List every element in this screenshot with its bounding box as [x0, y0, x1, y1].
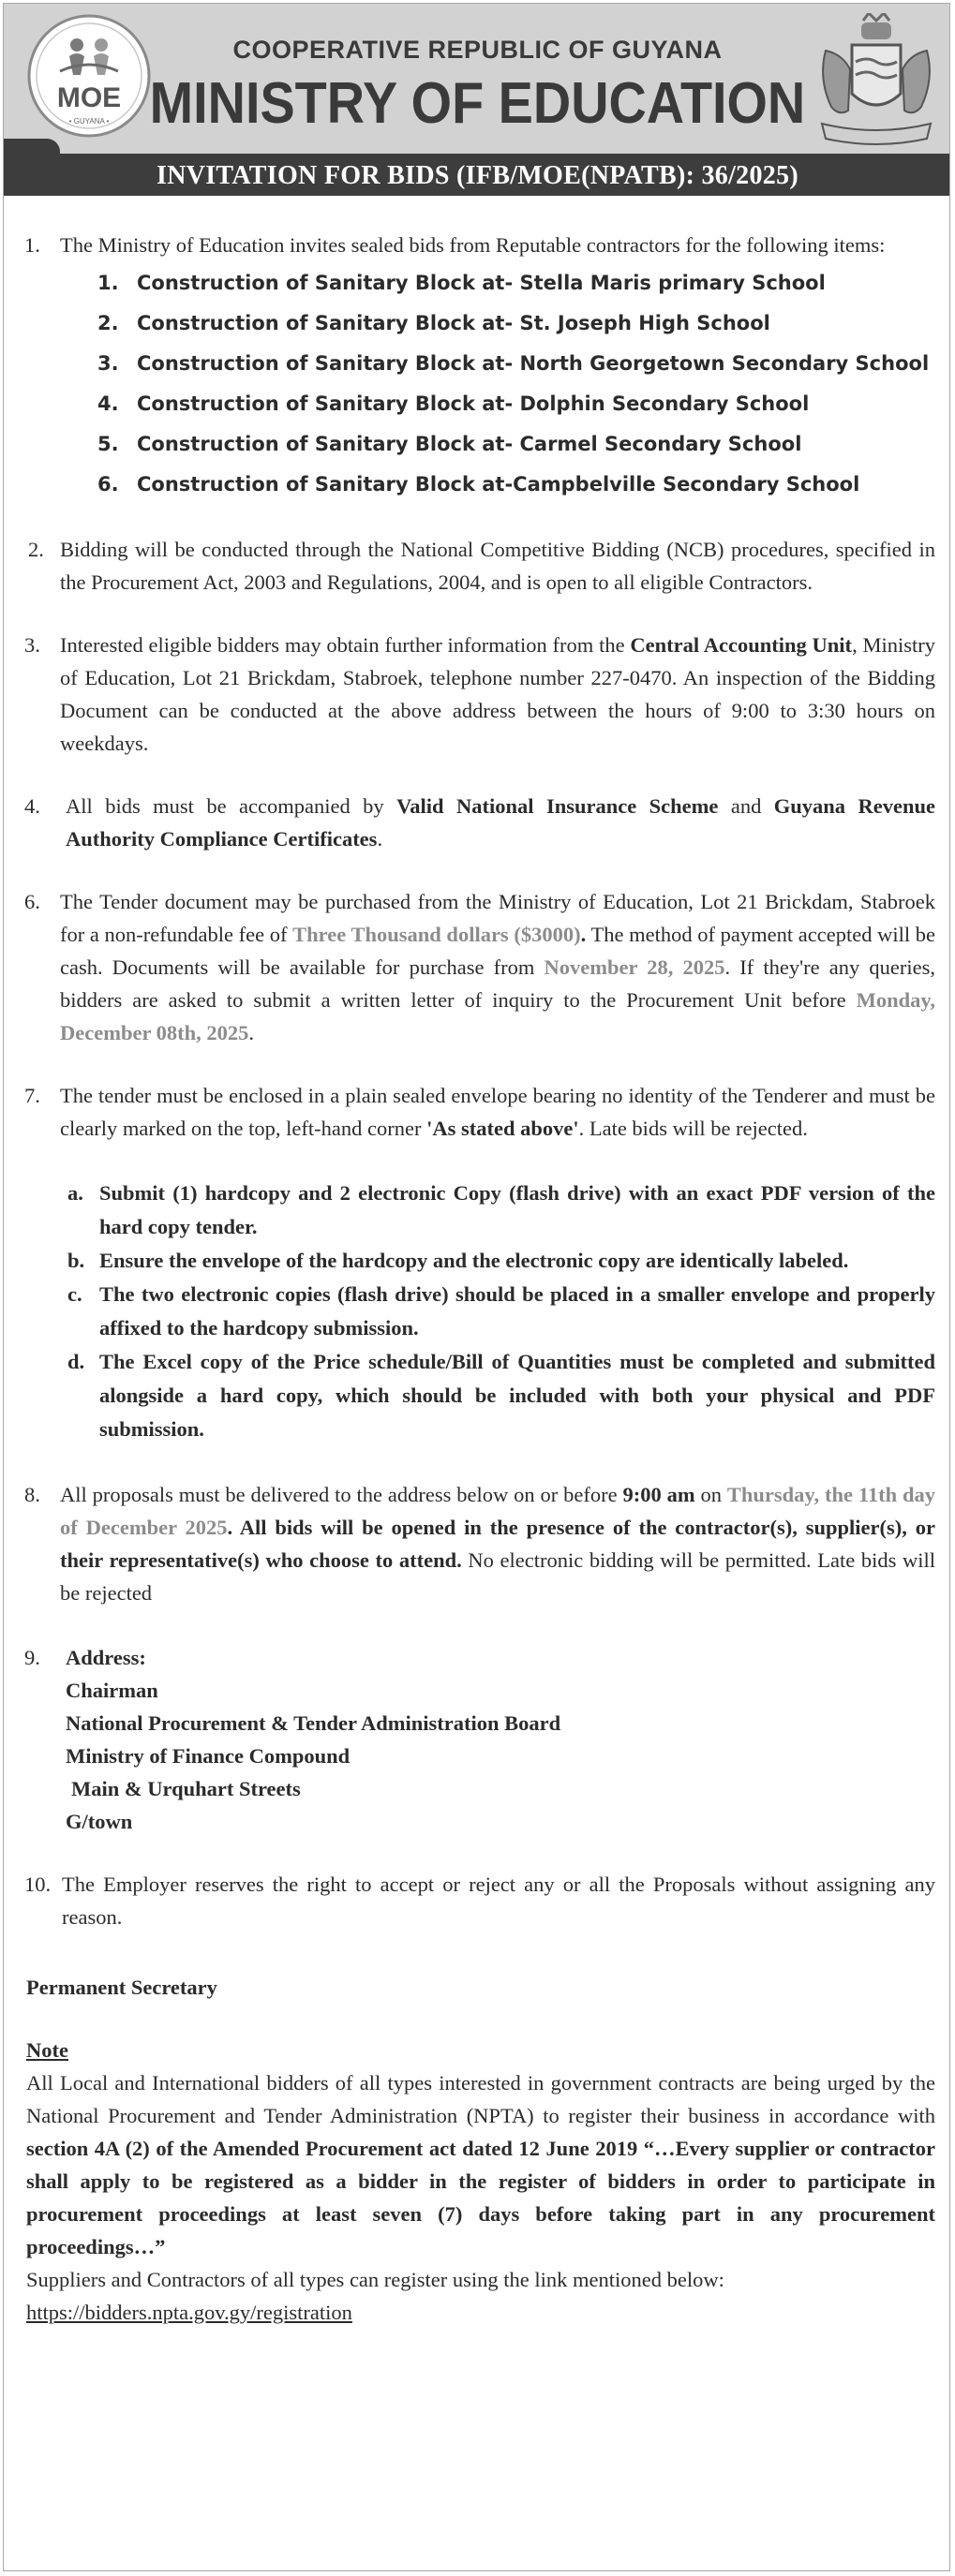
paragraph-text: Interested eligible bidders may obtain further information from the Central Accounting Unit, Ministry of Education, Lot 21 Brickdam, Stabroek, telephone number 227-0470. An inspection of the Bidding Document can be conducted at the above address between the hours of 9:00 to 3:30 hours on weekdays. [60, 633, 936, 755]
registration-note [26, 2034, 935, 2329]
address-label: Address: [66, 1646, 146, 1669]
closing-date: Thursday, the 11th day of December 2025 [60, 1483, 935, 1539]
ifb-title: INVITATION FOR BIDS (IFB/MOE(NPATB): 36/2025) [157, 161, 798, 190]
list-item: 1. Construction of Sanitary Block at- Stella Maris primary School [97, 272, 826, 294]
paragraph-10 [24, 1868, 935, 1933]
signatory: Permanent Secretary [26, 1976, 217, 1999]
paragraph-9-address [24, 1641, 935, 1838]
paragraph-text: The Tender document may be purchased from the Ministry of Education, Lot 21 Brickdam, Stabroek for a non-refundable fee of Three Thousand dollars ($3000). The method of payment accepted will be cash. Documents will be available for purchase from November 28, 2025. If they're any queries, bidders are asked to submit a written letter of inquiry to the Procurement Unit before Monday, December 08th, 2025. [60, 890, 935, 1044]
paragraph-text: The Ministry of Education invites sealed bids from Reputable contractors for the following items: [60, 233, 886, 257]
tender-notice-page [3, 3, 950, 2571]
paragraph-text: All bids must be accompanied by Valid National Insurance Scheme and Guyana Revenue Authority Compliance Certificates. [66, 794, 935, 851]
paragraph-text: All proposals must be delivered to the address below on or before 9:00 am on Thursday, the 11th day of December 2025. All bids will be opened in the presence of the contractor(s), supplier(s), or their representative(s) who choose to attend. No electronic bidding will be permitted. Late bids will be rejected [60, 1483, 935, 1605]
items-list [24, 263, 935, 505]
submission-requirements-list [24, 1177, 935, 1446]
paragraph-6 [24, 885, 935, 1049]
inquiry-deadline: Monday, December 08th, 2025 [60, 988, 935, 1044]
address-line: National Procurement & Tender Administration Board [66, 1711, 561, 1735]
fee-highlight: Three Thousand dollars ($3000) [292, 923, 581, 946]
paragraph-number: 8. [24, 1483, 40, 1506]
paragraph-number: 7. [24, 1084, 40, 1107]
ifb-title-band [4, 154, 950, 196]
paragraph-number: 10. [24, 1873, 52, 1896]
coat-of-arms-icon [811, 13, 942, 149]
list-item: 4. Construction of Sanitary Block at- Dolphin Secondary School [97, 392, 810, 415]
list-item: 3. Construction of Sanitary Block at- North Georgetown Secondary School [97, 352, 930, 375]
registration-link[interactable]: https://bidders.npta.gov.gy/registration [26, 2301, 352, 2324]
note-title: Note [26, 2038, 68, 2062]
paragraph-8 [24, 1478, 935, 1609]
note-text-2: Suppliers and Contractors of all types can register using the link mentioned below: [26, 2268, 724, 2291]
address-block [66, 1641, 935, 1838]
svg-text:• GUYANA •: • GUYANA • [68, 117, 110, 126]
paragraph-1 [24, 229, 935, 505]
paragraph-text: The tender must be enclosed in a plain sealed envelope bearing no identity of the Tenderer and must be clearly marked on the top, left-hand corner 'As stated above'. Late bids will be rejected. [60, 1084, 935, 1140]
paragraph-number: 2. [28, 538, 44, 561]
address-line: Ministry of Finance Compound [66, 1744, 351, 1768]
list-item: c. The two electronic copies (flash drive) should be placed in a smaller envelope and properly affixed to the hardcopy submission. [67, 1282, 935, 1340]
address-line: G/town [66, 1810, 133, 1833]
svg-text:MOE: MOE [56, 82, 122, 113]
list-item: 6. Construction of Sanitary Block at-Campbelville Secondary School [97, 473, 860, 496]
paragraph-2 [24, 533, 935, 599]
paragraph-text: Bidding will be conducted through the National Competitive Bidding (NCB) procedures, specified in the Procurement Act, 2003 and Regulations, 2004, and is open to all eligible Contractors. [60, 538, 935, 594]
paragraph-number: 4. [24, 794, 40, 818]
note-text: All Local and International bidders of all types interested in government contracts are being urged by the National Procurement and Tender Administration (NPTA) to register their business in accordance with section 4A (2) of the Amended Procurement act dated 12 June 2019 “…Every supplier or contractor shall apply to be registered as a bidder in the register of bidders in order to participate in procurement proceedings at least seven (7) days before taking part in any procurement proceedings…” [26, 2071, 935, 2258]
list-item: a. Submit (1) hardcopy and 2 electronic Copy (flash drive) with an exact PDF version of the hard copy tender. [67, 1181, 935, 1238]
paragraph-number: 9. [24, 1646, 40, 1669]
availability-date: November 28, 2025 [544, 955, 725, 979]
paragraph-number: 3. [24, 633, 40, 657]
list-item: 2. Construction of Sanitary Block at- St. Joseph High School [97, 312, 770, 334]
list-item: b. Ensure the envelope of the hardcopy and the electronic copy are identically labeled. [67, 1249, 849, 1272]
address-line: Chairman [66, 1679, 158, 1702]
notice-body [24, 229, 935, 2329]
paragraph-4 [24, 790, 935, 855]
address-line: Main & Urquhart Streets [71, 1777, 301, 1800]
paragraph-3 [24, 629, 935, 760]
republic-title: COOPERATIVE REPUBLIC OF GUYANA [232, 36, 723, 64]
paragraph-number: 1. [24, 233, 40, 257]
list-item: d. The Excel copy of the Price schedule/Bill of Quantities must be completed and submitted alongside a hard copy, which should be included with both your physical and PDF submission. [67, 1350, 935, 1441]
paragraph-number: 6. [24, 890, 40, 913]
paragraph-text: The Employer reserves the right to accept or reject any or all the Proposals without assigning any reason. [62, 1873, 935, 1929]
list-item: 5. Construction of Sanitary Block at- Carmel Secondary School [97, 433, 802, 455]
paragraph-7 [24, 1079, 935, 1446]
ministry-title: MINISTRY OF EDUCATION [149, 71, 806, 136]
header-banner [4, 4, 950, 154]
